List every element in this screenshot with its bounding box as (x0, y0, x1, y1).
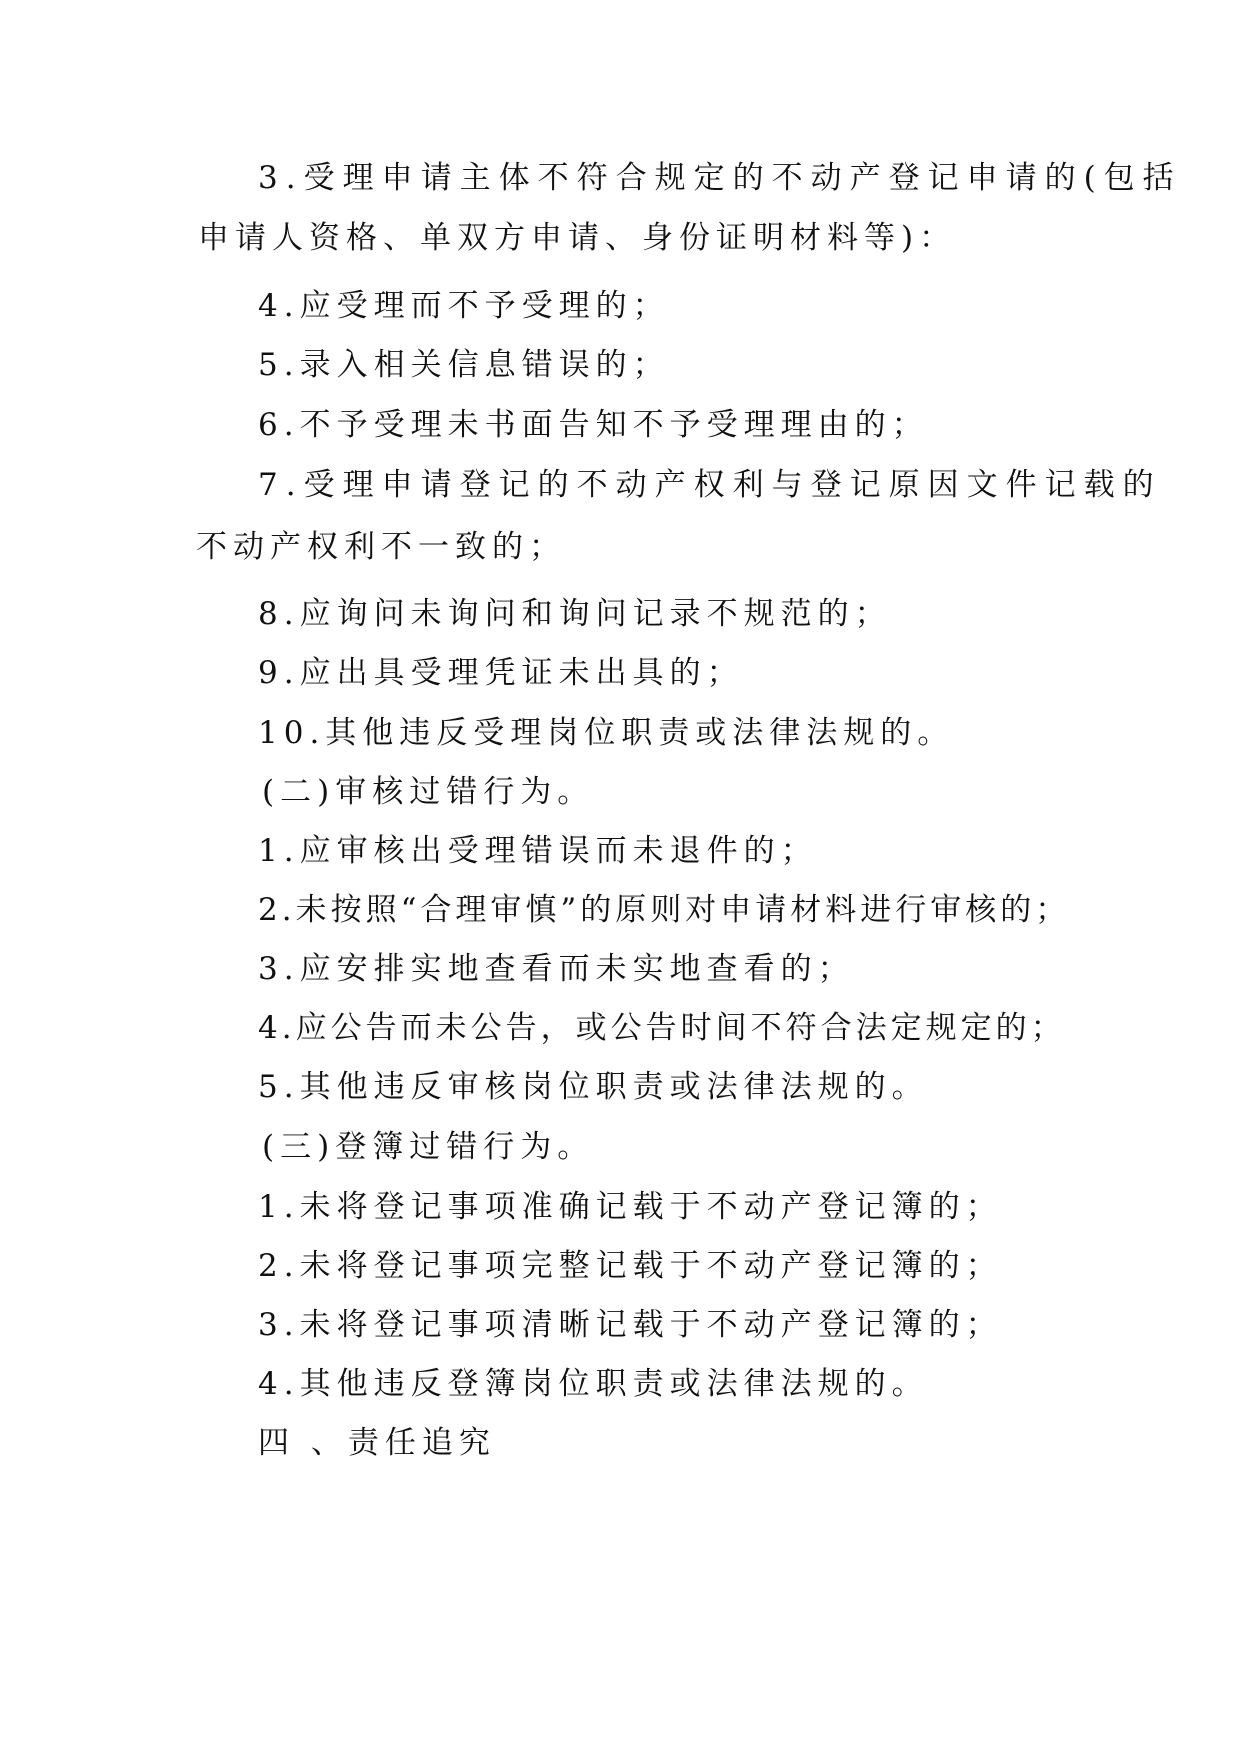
register-item-1: 1.未将登记事项准确记载于不动产登记簿的； (258, 1189, 1003, 1225)
register-item-2: 2.未将登记事项完整记载于不动产登记簿的； (258, 1248, 1003, 1284)
review-item-2: 2.未按照“合理审慎”的原则对申请材料进行审核的； (258, 892, 1071, 928)
clause-7-line-2: 不动产权利不一致的； (196, 529, 566, 565)
clause-10: 10.其他违反受理岗位职责或法律法规的。 (258, 715, 955, 751)
register-item-3: 3.未将登记事项清晰记载于不动产登记簿的； (258, 1307, 1003, 1343)
section-review-heading: (二)审核过错行为。 (262, 774, 595, 810)
section-register-heading: (三)登簿过错行为。 (262, 1129, 595, 1165)
section-four-heading: 四 、责任追究 (258, 1425, 496, 1461)
clause-8: 8.应询问未询问和询问记录不规范的； (258, 596, 892, 632)
review-item-1: 1.应审核出受理错误而未退件的； (258, 833, 818, 869)
clause-7-line-1: 7.受理申请登记的不动产权利与登记原因文件记载的 (258, 467, 1162, 503)
review-item-4: 4.应公告而未公告，或公告时间不符合法定规定的； (258, 1010, 1066, 1046)
clause-5: 5.录入相关信息错误的； (258, 347, 670, 383)
clause-4: 4.应受理而不予受理的； (258, 288, 670, 324)
clause-9: 9.应出具受理凭证未出具的； (258, 655, 744, 691)
register-item-4: 4.其他违反登簿岗位职责或法律法规的。 (258, 1366, 929, 1402)
clause-3-line-2: 申请人资格、单双方申请、身份证明材料等)： (198, 220, 957, 256)
clause-3-line-1: 3.受理申请主体不符合规定的不动产登记申请的(包括 (258, 160, 1182, 196)
review-item-5: 5.其他违反审核岗位职责或法律法规的。 (258, 1069, 929, 1105)
clause-6: 6.不予受理未书面告知不予受理理由的； (258, 407, 929, 443)
review-item-3: 3.应安排实地查看而未实地查看的； (258, 951, 855, 987)
